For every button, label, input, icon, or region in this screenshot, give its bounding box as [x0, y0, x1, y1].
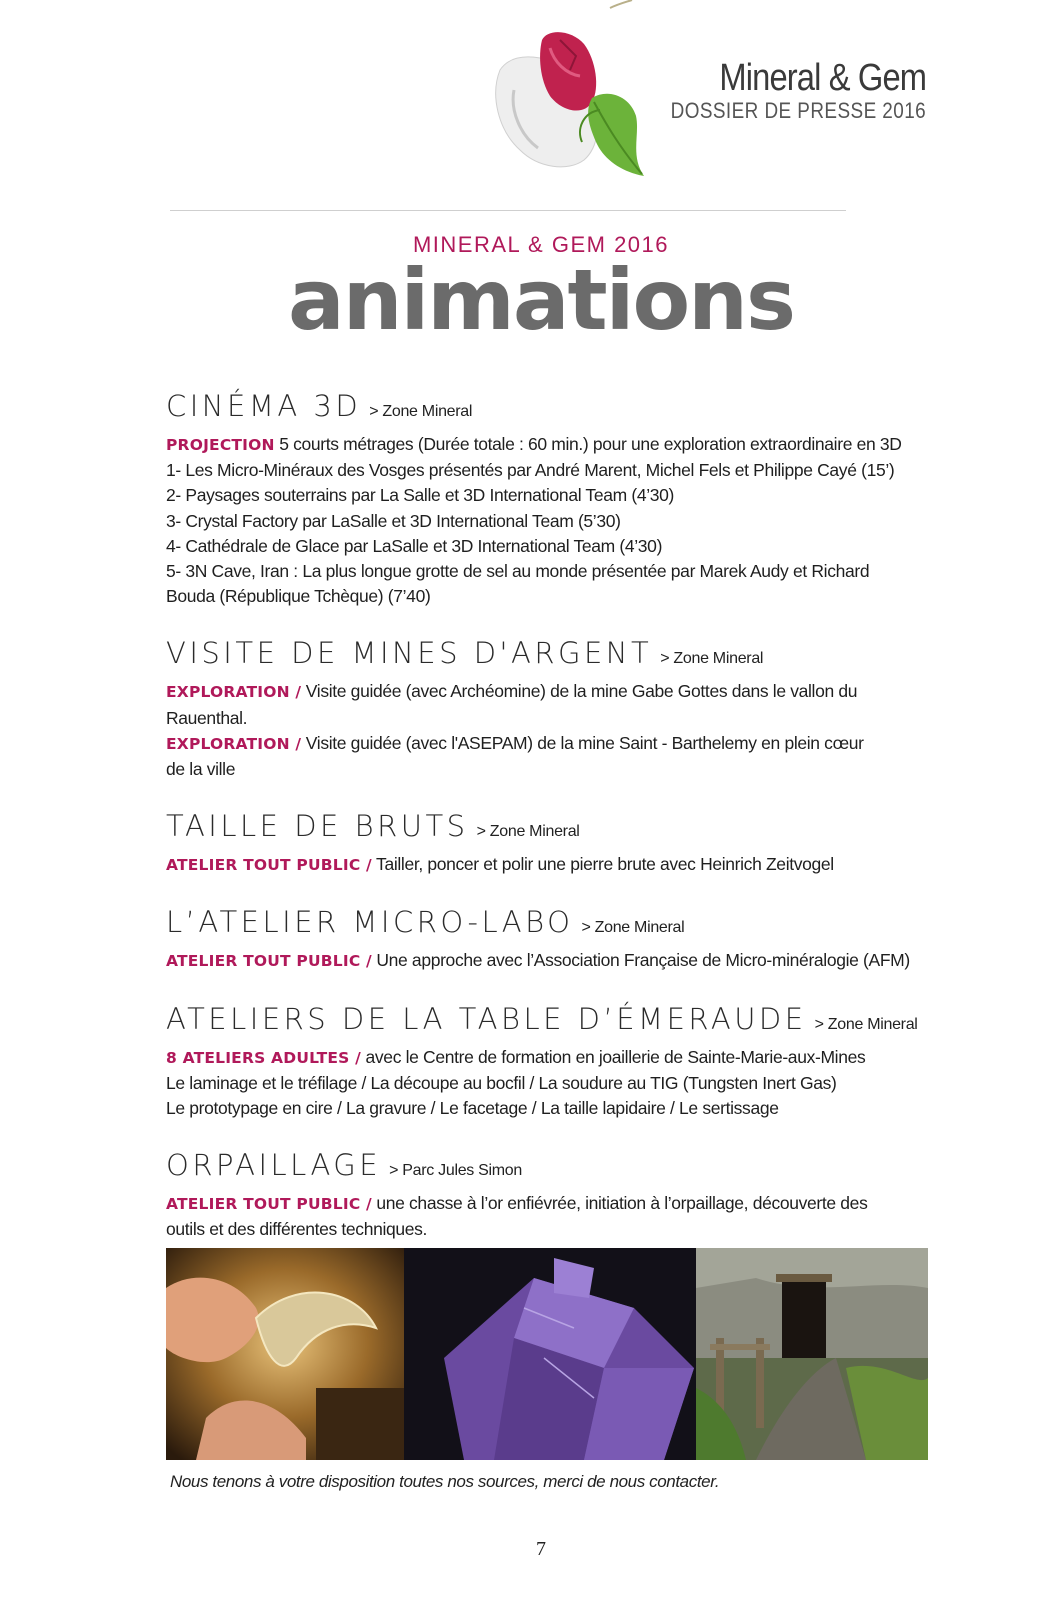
section-orpaillage — [166, 1145, 946, 1242]
page-kicker: MINERAL & GEM 2016 — [412, 232, 670, 257]
mine-entrance-photo — [696, 1248, 928, 1460]
section-tag: PROJECTION — [166, 436, 275, 454]
section-zone: > Zone Mineral — [581, 919, 685, 937]
section-line: 2- Paysages souterrains par La Salle et 3D International Team (4’30) — [166, 485, 674, 506]
brand-block — [629, 58, 926, 124]
section-heading — [166, 633, 946, 679]
section-tag: EXPLORATION / — [166, 734, 302, 753]
fluorite-crystal-photo — [404, 1248, 696, 1460]
section-line: Le prototypage en cire / La gravure / Le facetage / La taille lapidaire / Le sertissage — [166, 1098, 779, 1119]
section-line: Le laminage et le tréfilage / La découpe au bocfil / La soudure au TIG (Tungsten Inert Gas) — [166, 1072, 837, 1093]
line-text: Visite guidée (avec Archéomine) de la mine Gabe Gottes dans le vallon du — [301, 681, 858, 702]
section-tag: ATELIER TOUT PUBLIC / — [166, 856, 372, 875]
jewelry-workshop-photo — [166, 1248, 404, 1460]
section-title: CINÉMA 3D — [166, 389, 362, 423]
section-line: outils et des différentes techniques. — [166, 1219, 428, 1240]
section-zone: > Zone Mineral — [814, 1015, 918, 1033]
section-tag: ATELIER TOUT PUBLIC / — [166, 952, 372, 971]
section-heading — [166, 902, 946, 948]
section-line: Bouda (République Tchèque) (7’40) — [166, 586, 431, 607]
section-line: 1- Les Micro-Minéraux des Vosges présentés par André Marent, Michel Fels et Philippe Cayé (15’) — [166, 460, 895, 481]
photo-strip — [166, 1248, 928, 1460]
section-title: VISITE DE MINES D'ARGENT — [166, 636, 653, 671]
section-line — [166, 1191, 946, 1217]
section-line: 4- Cathédrale de Glace par LaSalle et 3D International Team (4’30) — [166, 535, 663, 556]
section-title: L’ATELIER MICRO-LABO — [166, 905, 574, 940]
section-heading — [166, 1145, 946, 1191]
section-title: TAILLE DE BRUTS — [166, 809, 469, 844]
section-visite-mines — [166, 633, 946, 782]
section-line — [166, 852, 946, 878]
section-line: de la ville — [166, 759, 236, 780]
section-micro-labo — [166, 902, 946, 974]
page-title: animations — [288, 251, 794, 349]
section-table-emeraude — [166, 999, 946, 1122]
section-line — [166, 679, 946, 705]
section-tag: 8 ATELIERS ADULTES / — [166, 1048, 362, 1067]
section-taille-bruts — [166, 806, 946, 878]
section-line — [166, 731, 946, 757]
section-title: ORPAILLAGE — [166, 1148, 382, 1183]
photo-caption: Nous tenons à votre disposition toutes nos sources, merci de nous contacter. — [170, 1472, 720, 1491]
line-text: une chasse à l’or enfiévrée, initiation à l’orpaillage, découverte des — [371, 1193, 868, 1214]
section-zone: > Zone Mineral — [476, 823, 580, 841]
section-title: ATELIERS DE LA TABLE D’ÉMERAUDE — [166, 1001, 807, 1036]
section-heading — [166, 806, 946, 852]
section-heading — [166, 386, 946, 432]
brand-subtitle: DOSSIER DE PRESSE 2016 — [670, 98, 926, 123]
section-line — [166, 948, 946, 974]
section-zone: > Parc Jules Simon — [389, 1162, 522, 1180]
section-line — [166, 432, 946, 458]
line-text: Tailler, poncer et polir une pierre brute avec Heinrich Zeitvogel — [371, 854, 834, 875]
section-line — [166, 1045, 946, 1071]
line-text: Une approche avec l’Association Française de Micro-minéralogie (AFM) — [371, 950, 910, 971]
line-text: avec le Centre de formation en joaillerie de Sainte-Marie-aux-Mines — [361, 1046, 866, 1067]
page-number: 7 — [536, 1538, 546, 1560]
section-line: 3- Crystal Factory par LaSalle et 3D International Team (5’30) — [166, 510, 621, 531]
line-text: 5 courts métrages (Durée totale : 60 min.) pour une exploration extraordinaire en 3D — [274, 434, 902, 454]
header-divider — [170, 210, 846, 211]
brand-name: Mineral & Gem — [719, 57, 926, 99]
section-heading — [166, 999, 946, 1045]
section-line: 5- 3N Cave, Iran : La plus longue grotte de sel au monde présentée par Marek Audy et Richard — [166, 561, 870, 582]
section-tag: EXPLORATION / — [166, 683, 302, 702]
section-line: Rauenthal. — [166, 707, 248, 728]
section-tag: ATELIER TOUT PUBLIC / — [166, 1195, 372, 1214]
line-text: Visite guidée (avec l'ASEPAM) de la mine Saint - Barthelemy en plein cœur — [301, 732, 864, 753]
section-zone: > Zone Mineral — [660, 650, 764, 668]
sections-list — [166, 386, 946, 1267]
section-cinema-3d — [166, 386, 946, 609]
section-zone: > Zone Mineral — [369, 403, 473, 420]
